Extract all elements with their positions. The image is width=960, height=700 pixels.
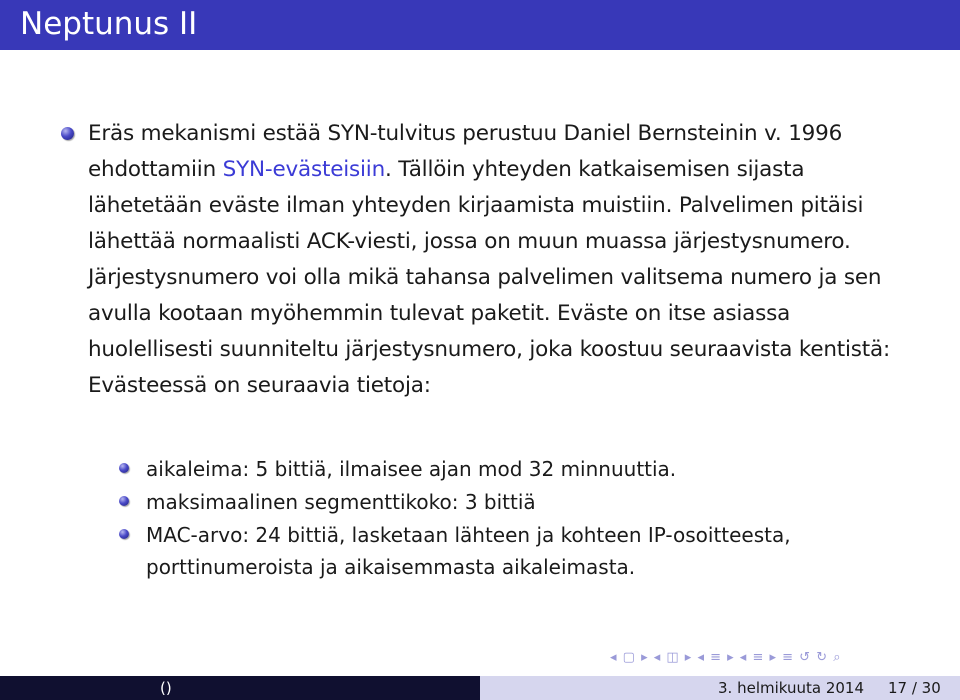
slide-title: Neptunus II xyxy=(20,6,198,42)
beamer-navigation-icons[interactable]: ◂ ▢ ▸ ◂ ◫ ▸ ◂ ≡ ▸ ◂ ≡ ▸ ≡ ↺ ↻ ⌕ xyxy=(610,650,842,665)
footer-info-box xyxy=(480,676,960,700)
footer-author-box xyxy=(0,676,480,700)
main-text-after: . Tällöin yhteyden katkaisemisen sijasta lähetetään eväste ilman yhteyden kirjaamista muistiin. Palvelimen pitäisi lähettää normaalisti ACK-viesti, jossa on muun muassa järjestysnumero. Järjestysnumero voi olla mikä tahansa palvelimen valitsema numero ja sen avulla kootaan myöhemmin tulevat paketit. Eväste on itse asiassa huolellisesti suunniteltu järjestysnumero, joka koostuu seuraavista kentistä: Evästeessä on seuraavia tietoja: xyxy=(88,157,891,398)
bullet-ball-icon xyxy=(61,127,74,140)
main-bullet-text xyxy=(88,116,908,404)
footer-author: () xyxy=(160,679,172,697)
sub-bullet-timestamp: aikaleima: 5 bittiä, ilmaisee ajan mod 32 minnuuttia. xyxy=(146,457,677,481)
title-bar xyxy=(0,0,960,50)
sub-bullet-mac: MAC-arvo: 24 bittiä, lasketaan lähteen ja kohteen IP-osoitteesta, porttinumeroista ja aikaisemmasta aikaleimasta. xyxy=(146,523,791,579)
syn-cookies-link[interactable]: SYN-evästeisiin xyxy=(222,157,386,182)
sub-bullet-ball-icon xyxy=(119,529,129,539)
main-text-before: Eräs mekanismi estää SYN-tulvitus perustuu Daniel Bernsteinin v. 1996 ehdottamiin xyxy=(88,121,843,182)
footer-date: 3. helmikuuta 2014 xyxy=(718,679,865,697)
sub-bullet-ball-icon xyxy=(119,496,129,506)
sub-bullet-mss: maksimaalinen segmenttikoko: 3 bittiä xyxy=(146,490,536,514)
footer xyxy=(0,676,960,700)
sub-bullet-ball-icon xyxy=(119,463,129,473)
footer-page-number: 17 / 30 xyxy=(888,679,941,697)
